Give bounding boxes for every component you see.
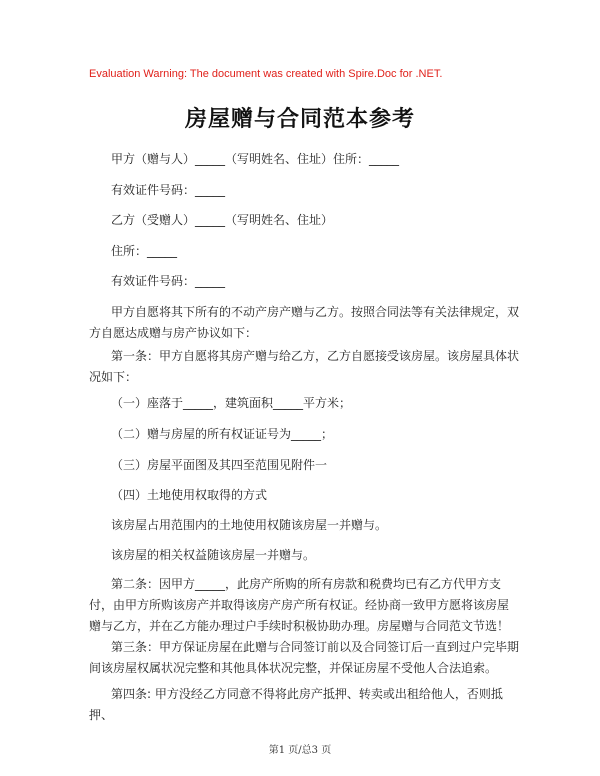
item-3-line: （三）房屋平面图及其四至范围见附件一 bbox=[111, 458, 328, 472]
page-footer: 第1 页/总3 页 bbox=[268, 745, 332, 756]
item-1-line: （一）座落于_____，建筑面积_____平方米； bbox=[111, 396, 352, 410]
rights-line: 该房屋的相关权益随该房屋一并赠与。 bbox=[111, 548, 316, 562]
party-a-line: 甲方（赠与人）_____（写明姓名、住址）住所：_____ bbox=[111, 152, 400, 166]
party-b-address-line: 住所：_____ bbox=[111, 244, 178, 258]
party-b-line: 乙方（受赠人）_____（写明姓名、住址） bbox=[111, 213, 334, 227]
article-1-paragraph: 第一条：甲方自愿将其房产赠与给乙方，乙方自愿接受该房屋。该房屋具体状况如下： bbox=[89, 349, 520, 384]
intro-paragraph: 甲方自愿将其下所有的不动产房产赠与乙方。按照合同法等有关法律规定，双方自愿达成赠与房产协议如下： bbox=[89, 305, 520, 340]
land-use-line: 该房屋占用范围内的土地使用权随该房屋一并赠与。 bbox=[111, 518, 388, 532]
article-4-paragraph: 第四条: 甲方没经乙方同意不得将此房产抵押、转卖或出租给他人，否则抵押、 bbox=[89, 687, 503, 722]
item-2-line: （二）赠与房屋的所有权证证号为_____； bbox=[111, 427, 334, 441]
party-a-id-line: 有效证件号码：_____ bbox=[111, 183, 226, 197]
item-4-line: （四）土地使用权取得的方式 bbox=[111, 488, 268, 502]
article-3-paragraph: 第三条：甲方保证房屋在此赠与合同签订前以及合同签订后一直到过户完毕期间该房屋权属状况完整和其他具体状况完整，并保证房屋不受他人合法追索。 bbox=[89, 640, 520, 675]
article-2-paragraph: 第二条：因甲方_____，此房产所购的所有房款和税费均已有乙方代甲方支付，由甲方所购该房产并取得该房产房产所有权证。经协商一致甲方愿将该房屋赠与乙方，并在乙方能办理过户手续时积极协助办理。房屋赠与合同范文节选！ bbox=[89, 577, 510, 633]
evaluation-warning: Evaluation Warning: The document was created with Spire.Doc for .NET. bbox=[89, 68, 443, 80]
party-b-id-line: 有效证件号码：_____ bbox=[111, 274, 226, 288]
document-title: 房屋赠与合同范本参考 bbox=[184, 107, 415, 132]
